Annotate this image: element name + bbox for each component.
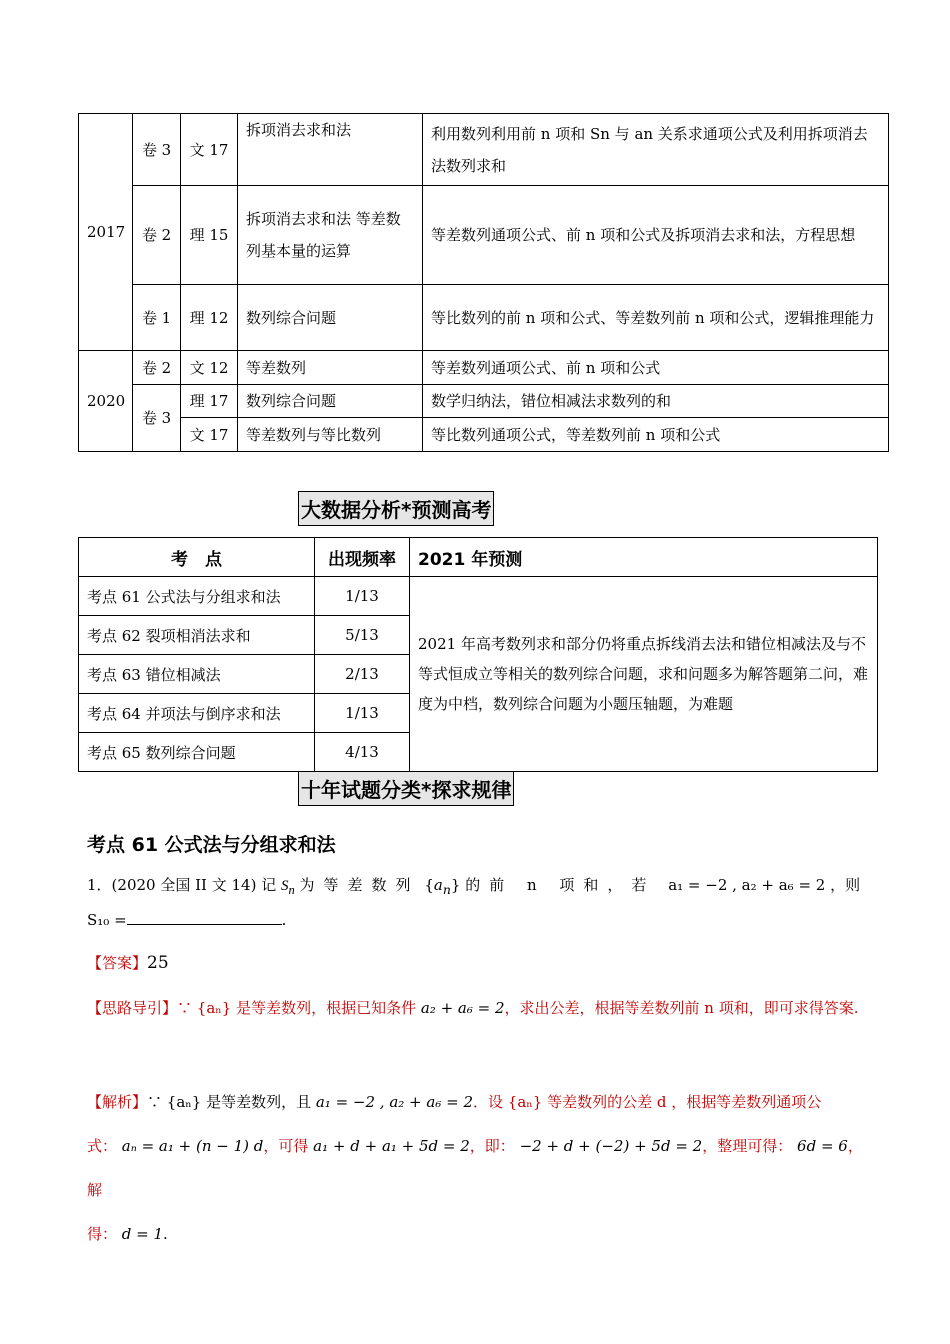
prediction-cell: 2021 年高考数列求和部分仍将重点拆线消去法和错位相减法及与不等式恒成立等相关的数列综合问题，求和问题多为解答题第二问，难度为中档，数列综合问题为小题压轴题，为难题 (410, 577, 878, 772)
analysis-t5: ，即： (469, 1137, 515, 1155)
frequency-table (78, 537, 878, 772)
problem-mid1: 为等差数列 (299, 876, 420, 894)
analysis-eq6: d = 1 (121, 1225, 164, 1243)
question-cell: 文 17 (181, 418, 238, 452)
freq-cell: 1/13 (315, 577, 410, 616)
answer-blank (127, 908, 282, 925)
problem-end: . (281, 911, 287, 929)
question-cell: 文 17 (181, 114, 238, 186)
point-cell: 考点 61 公式法与分组求和法 (79, 577, 315, 616)
table-header-row (79, 538, 878, 577)
analysis-eq3: a₁ + d + a₁ + 5d = 2 (313, 1137, 470, 1155)
guide-text2: ，求出公差，根据等差数列前 n 项和，即可求得答案. (504, 999, 859, 1017)
problem-condition: a₁ = −2 , a₂ + a₆ = 2 (668, 876, 826, 894)
year-cell: 2020 (79, 351, 133, 452)
answer-line (87, 948, 169, 978)
topic-cell: 数列综合问题 (238, 385, 423, 418)
analysis-eq2: aₙ = a₁ + (n − 1) d (121, 1137, 264, 1155)
analysis-eq4: −2 + d + (−2) + 5d = 2 (519, 1137, 703, 1155)
content-cell: 等比数列的前 n 项和公式、等差数列前 n 项和公式，逻辑推理能力 (423, 285, 889, 351)
analysis-t2: ．设 {aₙ} 等差数列的公差 d ，根据等差数列通项公 (473, 1093, 822, 1111)
section-title-tenyear: 十年试题分类*探求规律 (298, 771, 514, 806)
freq-cell: 4/13 (315, 733, 410, 772)
question-cell: 文 12 (181, 351, 238, 385)
table-row (79, 418, 889, 452)
analysis-eq5: 6d = 6 (797, 1137, 848, 1155)
point-cell: 考点 65 数列综合问题 (79, 733, 315, 772)
topic-cell: 等差数列与等比数列 (238, 418, 423, 452)
content-cell: 等比数列通项公式，等差数列前 n 项和公式 (423, 418, 889, 452)
guide-text1: ∵ {aₙ} 是等差数列，根据已知条件 (177, 999, 417, 1017)
exam-history-table (78, 113, 889, 452)
analysis-t3: 式： (87, 1137, 118, 1155)
header-point: 考 点 (79, 538, 315, 577)
freq-cell: 5/13 (315, 616, 410, 655)
analysis-label: 【解析】 (87, 1093, 148, 1111)
analysis-paragraph (87, 1080, 867, 1256)
freq-cell: 2/13 (315, 655, 410, 694)
header-frequency: 出现频率 (315, 538, 410, 577)
paper-cell: 卷 2 (133, 351, 181, 385)
topic-cell: 数列综合问题 (238, 285, 423, 351)
content-cell: 等差数列通项公式、前 n 项和公式 (423, 351, 889, 385)
year-cell: 2017 (79, 114, 133, 351)
guide-paragraph (87, 990, 867, 1026)
table-row (79, 577, 878, 616)
paper-cell: 卷 1 (133, 285, 181, 351)
analysis-t6: ，整理可得： (702, 1137, 793, 1155)
analysis-t9: . (163, 1225, 168, 1243)
point-cell: 考点 64 并项法与倒序求和法 (79, 694, 315, 733)
question-cell: 理 17 (181, 385, 238, 418)
content-cell: 数学归纳法，错位相减法求数列的和 (423, 385, 889, 418)
table-row (79, 385, 889, 418)
topic-cell: 等差数列 (238, 351, 423, 385)
problem-tail: ，则 (830, 876, 861, 894)
freq-cell: 1/13 (315, 694, 410, 733)
kp-heading: 考点 61 公式法与分组求和法 (87, 834, 336, 856)
analysis-t8: 得： (87, 1225, 118, 1243)
table-row (79, 351, 889, 385)
guide-equation: a₂ + a₆ = 2 (420, 999, 505, 1017)
table-row (79, 186, 889, 285)
analysis-eq1: a₁ = −2 , a₂ + a₆ = 2 (315, 1093, 474, 1111)
question-cell: 理 15 (181, 186, 238, 285)
paper-cell: 卷 3 (133, 385, 181, 452)
answer-label: 【答案】 (87, 954, 148, 972)
section-title-bigdata: 大数据分析*预测高考 (298, 491, 494, 526)
problem-s10: S₁₀ = (87, 911, 127, 929)
analysis-t1: ∵ {aₙ} 是等差数列，且 (147, 1093, 312, 1111)
header-prediction: 2021 年预测 (410, 538, 878, 577)
analysis-t7: ，解 (87, 1137, 863, 1199)
content-cell: 利用数列利用前 n 项和 Sn 与 an 关系求通项公式及利用拆项消去法数列求和 (423, 114, 889, 186)
guide-label: 【思路导引】 (87, 999, 178, 1017)
table-row (79, 285, 889, 351)
point-cell: 考点 62 裂项相消法求和 (79, 616, 315, 655)
table-row (79, 114, 889, 186)
answer-value: 25 (147, 953, 169, 973)
paper-cell: 卷 3 (133, 114, 181, 186)
point-cell: 考点 63 错位相减法 (79, 655, 315, 694)
question-cell: 理 12 (181, 285, 238, 351)
paper-cell: 卷 2 (133, 186, 181, 285)
topic-cell: 拆项消去求和法 等差数列基本量的运算 (238, 186, 423, 285)
problem-prefix: 1．(2020 全国 II 文 14) 记 (87, 876, 277, 894)
problem-text: 1．(2020 全国 II 文 14) 记 $S_n$ 为等差数列 $\{a_n\}$ 的前 n 项和，若 a₁ = −2 , a₂ + a₆ = 2 ，则 S₁₀ = . (87, 876, 861, 929)
topic-cell: 拆项消去求和法 (238, 114, 423, 186)
content-cell: 等差数列通项公式、前 n 项和公式及拆项消去求和法，方程思想 (423, 186, 889, 285)
analysis-t4: ，可得 (263, 1137, 309, 1155)
problem-mid2: 的前 n 项和，若 (465, 876, 656, 894)
